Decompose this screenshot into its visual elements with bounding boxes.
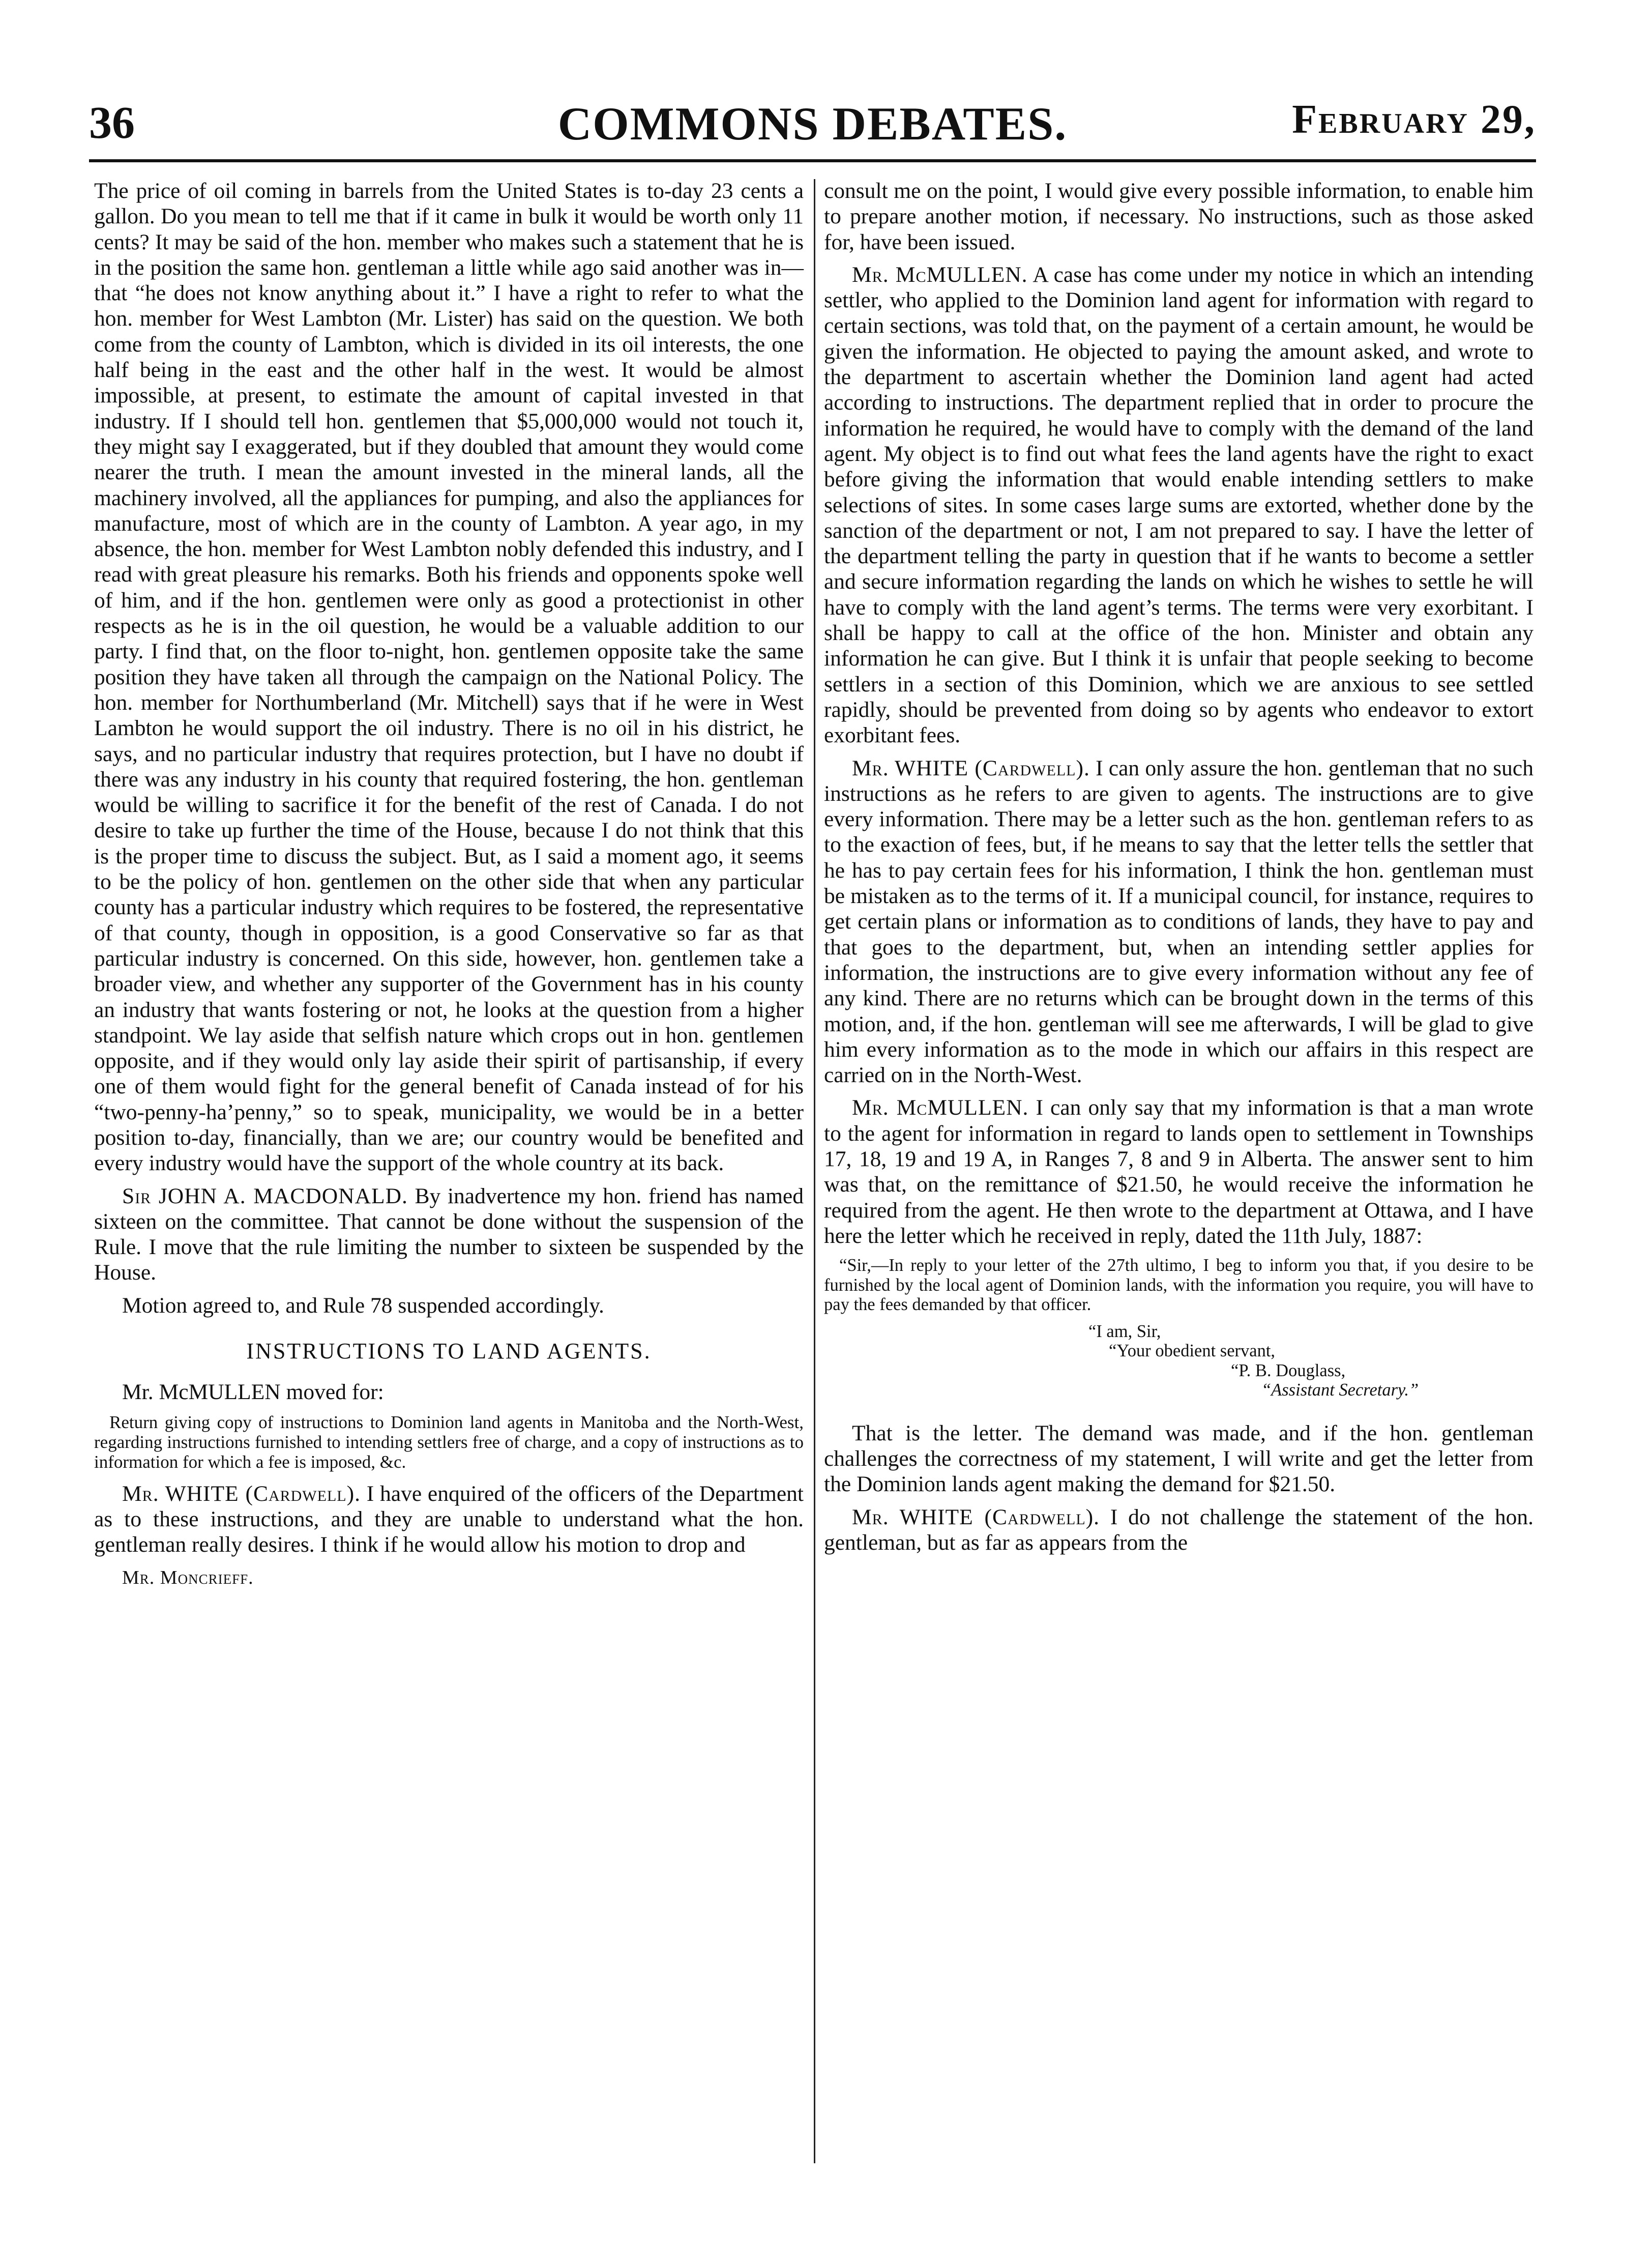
paragraph-white-assurance <box>824 756 1533 1088</box>
speech-text: I do not challenge the statement of the hon. gentleman, but as far as appears from the <box>824 1504 1533 1555</box>
speech-text: I can only assure the hon. gentleman that no such instructions as he refers to are given to agents. The instructions are to give every information. There may be a letter such as the hon. gentleman refers to as to the exaction of fees, but, if he means to say that the letter tells the settler that he has to pay certain fees for his information, I think the hon. gentleman must be mistaken as to the terms of it. If a municipal council, for instance, requires to get certain plans or information as to conditions of lands, they have to pay and that goes to the department, but, when an intending settler applies for information, the instructions are to give every information without any fee of any kind. There are no returns which can be brought down in the terms of this motion, and, if the hon. gentleman will see me afterwards, I will be glad to give him every information as to the mode in which our affairs in this respect are carried on in the North-West. <box>824 756 1533 1088</box>
column-divider <box>814 179 815 2163</box>
paragraph-oil-speech: The price of oil coming in barrels from the United States is to-day 23 cents a gallon. Do you mean to tell me that if it came in bulk it would be worth only 11 cents? It may be said of the hon. member who makes such a statement that he is in the position the same hon. gentleman a little while ago said another was in—that “he does not know anything about it.” I have a right to refer to what the hon. member for West Lambton (Mr. Lister) has said on the question. We both come from the county of Lambton, which is divided in its oil interests, the one half being in the east and the other half in the west. It would be almost impossible, at present, to estimate the amount of capital invested in that industry. If I should tell hon. gentlemen that $5,000,000 would not touch it, they might say I exaggerated, but if they doubled that amount they would come nearer the truth. I mean the amount invested in the mineral lands, all the machinery involved, all the appliances for pumping, and also the appliances for manufacture, most of which are in the county of Lambton. A year ago, in my absence, the hon. member for West Lambton nobly defended this industry, and I read with great pleasure his remarks. Both his friends and opponents spoke well of him, and if the hon. gentlemen were only as good a protectionist in other respects as he is in the oil question, he would be a valuable addition to our party. I find that, on the floor to-night, hon. gentlemen opposite take the same position they have taken all through the campaign on the National Policy. The hon. member for Northumberland (Mr. Mitchell) says that if he were in West Lambton he would support the oil industry. There is no oil in his district, he says, and no particular industry that requires protection, but I have no doubt if there was any industry in his county that required fostering, the hon. gentleman would be willing to sacrifice it for the benefit of the rest of Canada. I do not desire to take up further the time of the House, because I do not think that this is the proper time to discuss the subject. But, as I said a moment ago, it seems to be the policy of hon. gentlemen on the other side that when any particular county has a particular industry which requires to be fostered, the representative of that county, though in opposition, is a good Conservative so far as that particular industry is concerned. On this side, however, hon. gentlemen take a broader view, and whether any supporter of the Government has in his county an industry that wants fostering or not, he looks at the question from a higher standpoint. We lay aside that selfish nature which crops out in hon. gentlemen opposite, and if they would only lay aside their spirit of partisanship, if every one of them would fight for the general benefit of Canada instead of for his “two-penny-ha’penny,” so to speak, municipality, we would be in a better position to-day, financially, than we are; our country would be benefited and every industry would have the support of the whole country at its back. <box>94 179 804 1176</box>
speech-text: A case has come under my notice in which an intending settler, who applied to the Dominion land agent for information with regard to certain sections, was told that, on the payment of a certain amount, he would be given the information. He objected to paying the amount asked, and wrote to the department to ascertain whether the Dominion land agent had acted according to instructions. The department replied that in order to procure the information he required, he would have to comply with the demand of the land agent. My object is to find out what fees the land agents have the right to exact before giving the information that would enable intending settlers to make selections of sites. In some cases large sums are extorted, whether done by the sanction of the department or not, I am not prepared to say. I have the letter of the department telling the party in question that if he wants to become a settler and secure information regarding the lands on which he wishes to settle he will have to comply with the land agent’s terms. The terms were very exorbitant. I shall be happy to call at the office of the hon. Minister and obtain any information he can give. But I think it is unfair that people seeking to become settlers in a section of this Dominion, which we are anxious to see settled rapidly, should be prevented from doing so by agents who endeavor to extort exorbitant fees. <box>824 262 1533 748</box>
speaker-name: Mr. McMULLEN. <box>852 262 1028 287</box>
quoted-letter: “Sir,—In reply to your letter of the 27th ultimo, I beg to inform you that, if you desire to be furnished by the local agent of Dominion lands, with the information you require, you will have to pay the fees demanded by that officer. <box>824 1256 1533 1315</box>
header-rule <box>89 159 1536 162</box>
letter-signoff-name: “P. B. Douglass, <box>1231 1360 1346 1380</box>
speaker-name: Mr. McMULLEN. <box>852 1095 1029 1120</box>
speaker-name: Mr. WHITE (Cardwell). <box>852 756 1090 780</box>
speech-text: By inadvertence my hon. friend has named sixteen on the committee. That cannot be done without the suspension of the Rule. I move that the rule limiting the number to sixteen be suspended by the House. <box>94 1183 804 1285</box>
paragraph-mcmullen-case <box>824 262 1533 748</box>
paragraph-white-reply <box>94 1481 804 1558</box>
paragraph-letter-comment: That is the letter. The demand was made, and if the hon. gentleman challenges the correctness of my statement, I will write and get the letter from the Dominion lands agent making the demand for $21.50. <box>824 1420 1533 1497</box>
paragraph-mcmullen-information <box>824 1095 1533 1249</box>
letter-signoff-servant: “Your obedient servant, <box>1109 1341 1276 1361</box>
page-header <box>89 84 1536 165</box>
speaker-name: Mr. WHITE (Cardwell). <box>852 1504 1100 1529</box>
letter-signoff-title: “Assistant Secretary.” <box>1261 1380 1419 1400</box>
paragraph-continuation: consult me on the point, I would give every possible information, to enable him to prepare another motion, if necessary. No instructions, such as those asked for, have been issued. <box>824 179 1533 254</box>
motion-text: Return giving copy of instructions to Dominion land agents in Manitoba and the North-West, regarding instructions furnished to intending settlers free of charge, and a copy of instructions as to information for which a fee is imposed, &c. <box>94 1412 804 1472</box>
paragraph-motion-agreed: Motion agreed to, and Rule 78 suspended accordingly. <box>122 1293 604 1318</box>
page-date: February 29, <box>1292 97 1536 142</box>
speaker-name: Mr. WHITE (Cardwell). <box>122 1481 361 1506</box>
speech-text: I can only say that my information is that a man wrote to the agent for information in regard to lands open to settlement in Townships 17, 18, 19 and 19 A, in Ranges 7, 8 and 9 in Alberta. The answer sent to him was that, on the remittance of $21.50, he would receive the information he required from the agent. He then wrote to the department at Ottawa, and I have here the letter which he received in reply, dated the 11th July, 1887: <box>824 1095 1533 1248</box>
trailing-speaker-name: Mr. Moncrieff. <box>122 1566 254 1588</box>
journal-title: COMMONS DEBATES. <box>557 98 1068 150</box>
paragraph-macdonald <box>94 1183 804 1286</box>
right-column <box>824 178 1533 1562</box>
page-number: 36 <box>89 98 135 148</box>
speaker-name: Sir JOHN A. MACDONALD. <box>122 1183 408 1208</box>
speech-text: I have enquired of the officers of the Department as to these instructions, and they are unable to understand what the hon. gentleman really desires. I think if he would allow his motion to drop and <box>94 1481 804 1557</box>
letter-signoff-salutation: “I am, Sir, <box>1088 1321 1161 1341</box>
paragraph-motion-intro: Mr. McMULLEN moved for: <box>122 1380 384 1405</box>
left-column <box>94 178 804 1590</box>
paragraph-white-final <box>824 1504 1533 1556</box>
section-heading: INSTRUCTIONS TO LAND AGENTS. <box>246 1339 652 1364</box>
